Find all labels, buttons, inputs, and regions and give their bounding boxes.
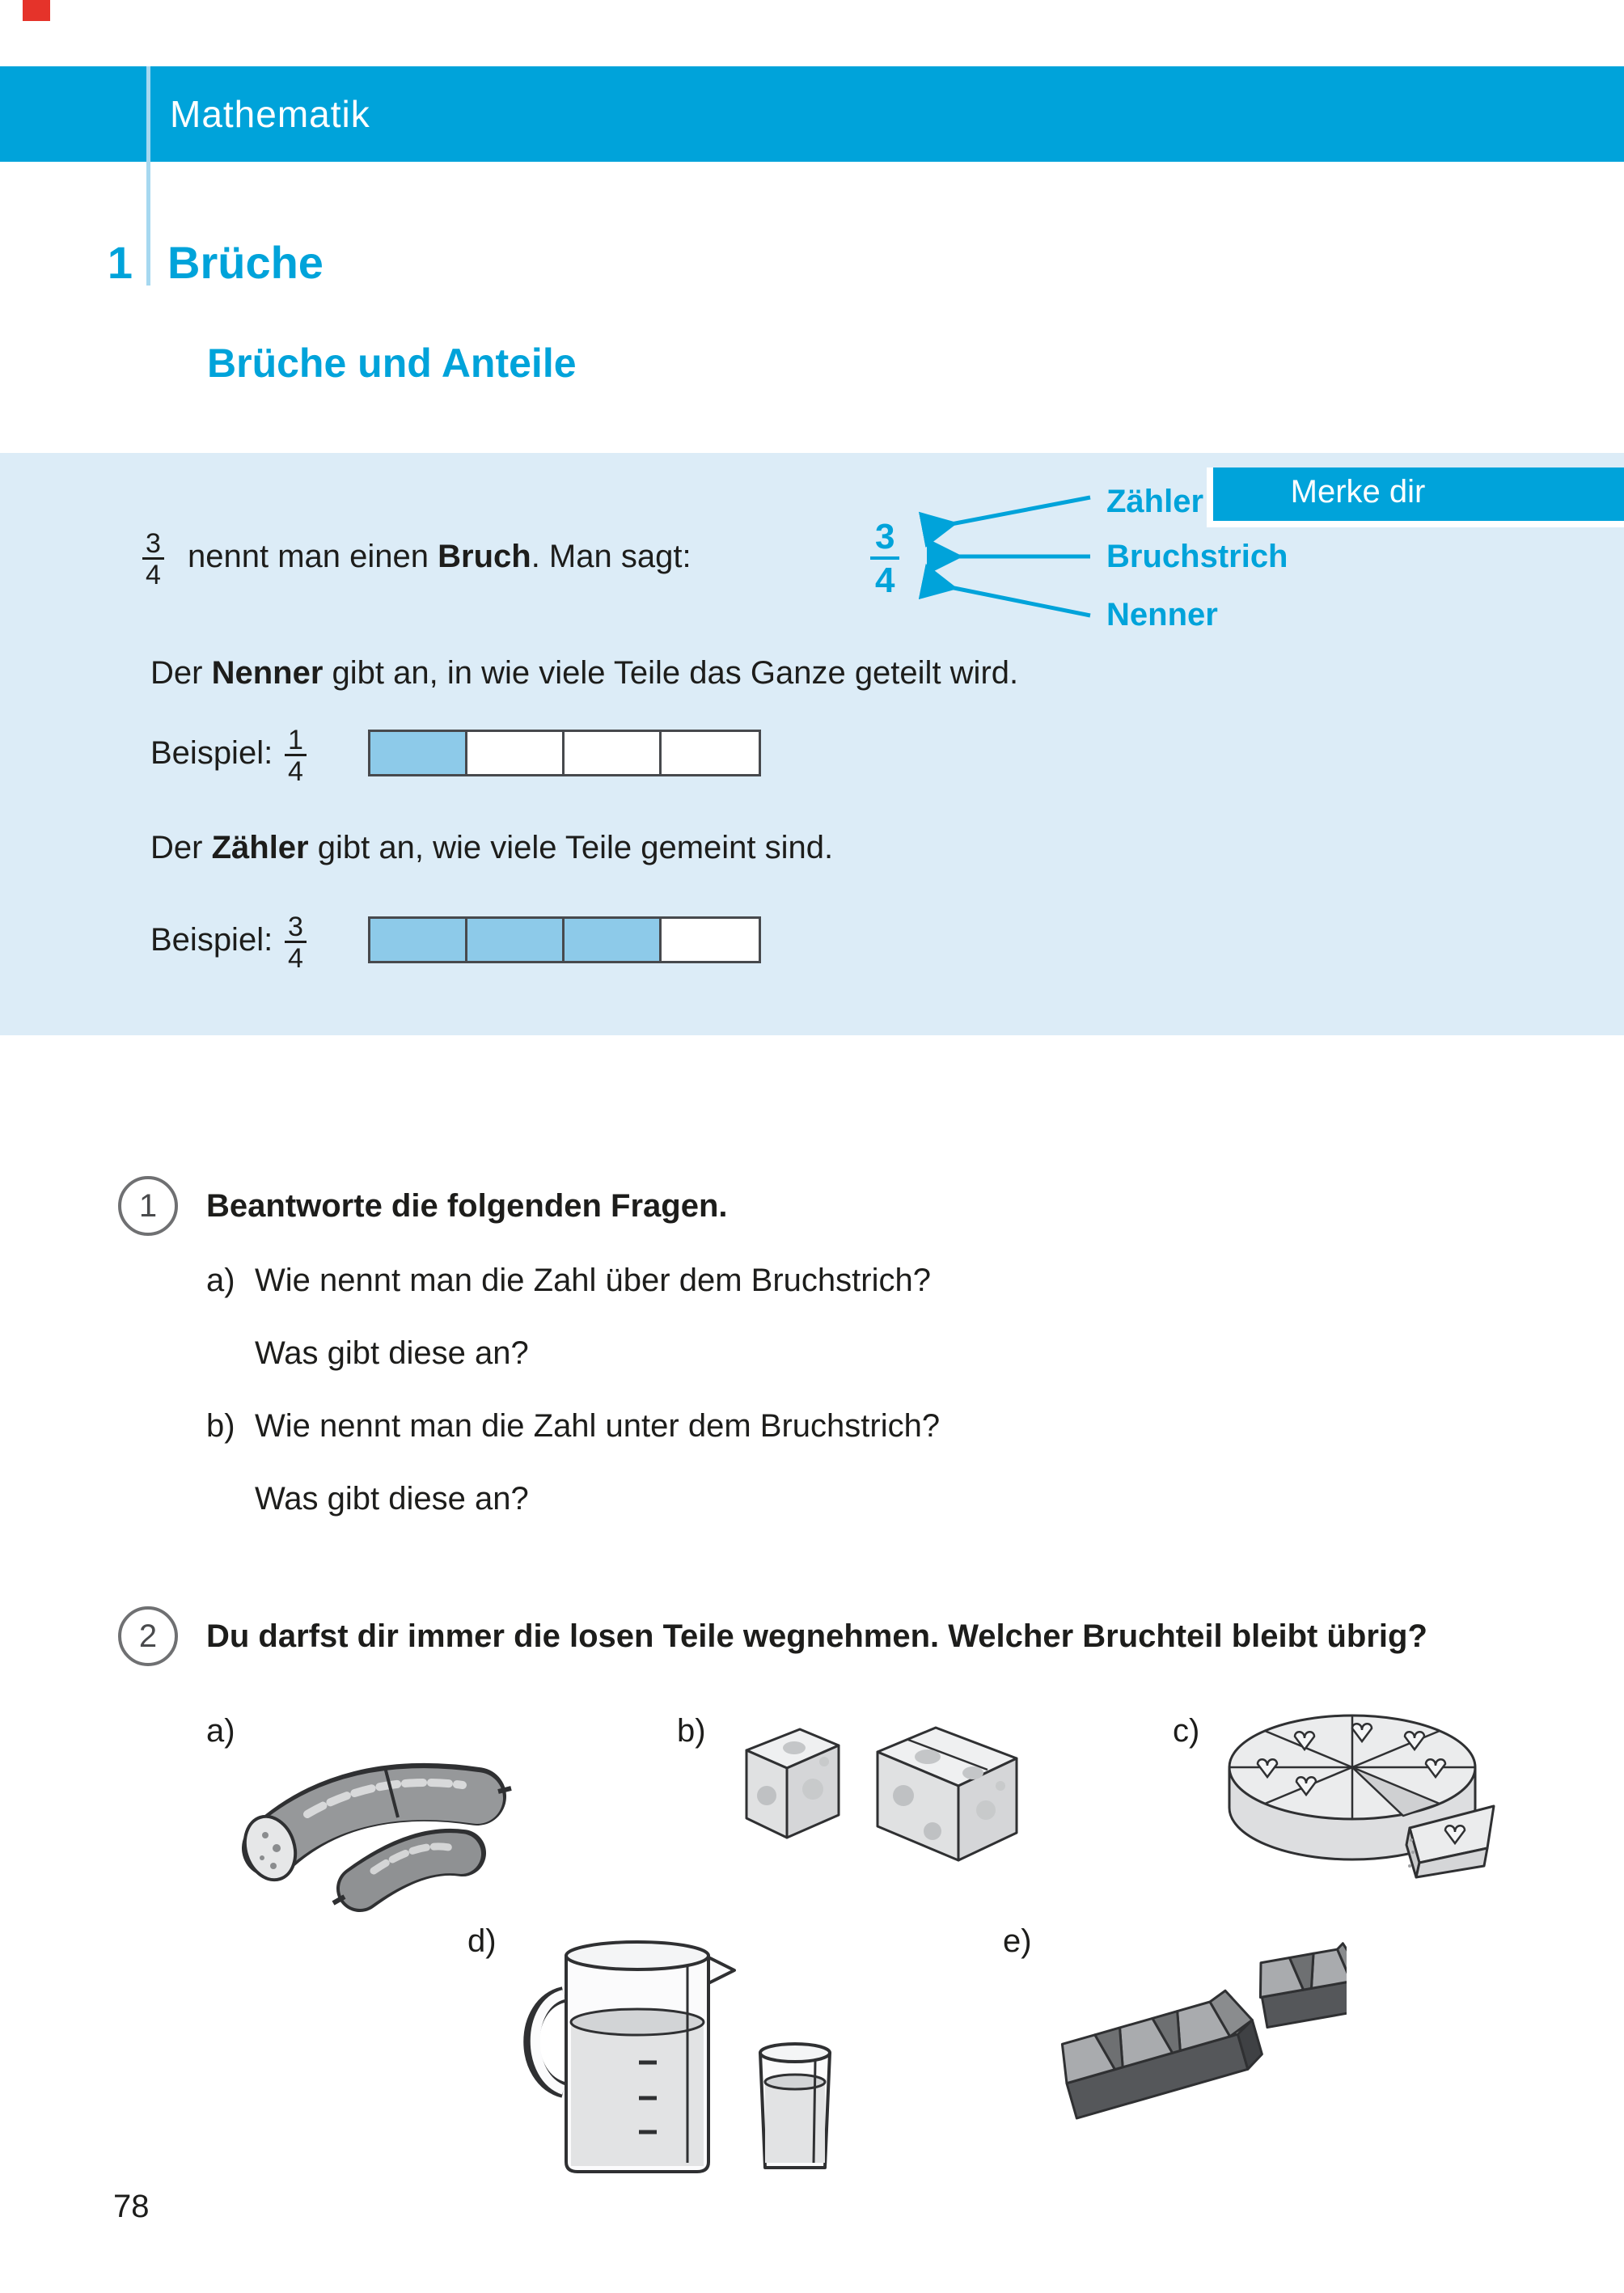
nenner-explanation xyxy=(150,655,1018,691)
annotated-fraction-numerator: 3 xyxy=(870,519,899,560)
bar-cell xyxy=(370,732,467,774)
beispiel2-bar xyxy=(368,916,761,963)
exercise1-a-question2: Was gibt diese an? xyxy=(255,1335,529,1371)
zaehler-prefix: Der xyxy=(150,830,212,865)
fraction-arrows xyxy=(906,473,1100,627)
exercise1-title: Beantworte die folgenden Fragen. xyxy=(206,1188,728,1224)
bar-cell xyxy=(662,732,759,774)
chocolate-bar-icon xyxy=(1035,1919,1347,2133)
nenner-label: Nenner xyxy=(1106,597,1218,632)
beispiel1-numerator: 1 xyxy=(285,726,307,756)
measuring-jug-icon xyxy=(518,1923,853,2194)
page-number: 78 xyxy=(113,2189,150,2224)
nenner-rest: gibt an, in wie viele Teile das Ganze geteilt wird. xyxy=(323,655,1019,691)
chapter-title: Brüche xyxy=(167,237,324,288)
chapter-number: 1 xyxy=(107,237,133,288)
intro-text-bold: Bruch xyxy=(438,539,531,574)
beispiel1-fraction xyxy=(285,726,307,785)
item-e-label: e) xyxy=(1003,1923,1032,1959)
subject-title: Mathematik xyxy=(170,93,370,135)
bar-cell xyxy=(565,732,662,774)
item-a-label: a) xyxy=(206,1713,235,1749)
exercise1-b-label: b) xyxy=(206,1408,235,1444)
exercise1-a-question: Wie nennt man die Zahl über dem Bruchstrich? xyxy=(255,1263,931,1298)
intro-sentence xyxy=(188,539,691,574)
bar-cell xyxy=(467,919,565,961)
beispiel1-denominator: 4 xyxy=(288,756,303,787)
bar-cell xyxy=(565,919,662,961)
beispiel2-numerator: 3 xyxy=(285,913,307,943)
merke-tab: Merke dir xyxy=(1207,467,1624,527)
sausage-icon xyxy=(226,1735,538,1917)
zaehler-bold: Zähler xyxy=(211,830,309,865)
intro-fraction xyxy=(142,530,164,589)
header-divider-line xyxy=(146,66,150,286)
beispiel2-fraction xyxy=(285,913,307,972)
exercise1-a-label: a) xyxy=(206,1263,235,1298)
bar-cell xyxy=(467,732,565,774)
annotated-fraction-denominator: 4 xyxy=(875,561,895,600)
beispiel1-bar xyxy=(368,730,761,776)
bar-cell xyxy=(370,919,467,961)
intro-text-suffix: . Man sagt: xyxy=(531,539,691,574)
nenner-bold: Nenner xyxy=(211,655,324,691)
item-b-label: b) xyxy=(677,1713,706,1749)
bruchstrich-label: Bruchstrich xyxy=(1106,539,1288,574)
bar-cell xyxy=(662,919,759,961)
zaehler-label: Zähler xyxy=(1106,484,1204,519)
page-edge-color-mark xyxy=(23,0,50,21)
intro-fraction-numerator: 3 xyxy=(142,530,164,560)
beispiel2-label: Beispiel: xyxy=(150,922,273,958)
nenner-prefix: Der xyxy=(150,655,212,691)
intro-fraction-denominator: 4 xyxy=(146,560,161,590)
zaehler-explanation xyxy=(150,830,833,865)
cake-icon xyxy=(1209,1686,1508,1897)
exercise1-b-question2: Was gibt diese an? xyxy=(255,1481,529,1517)
beispiel2-denominator: 4 xyxy=(288,943,303,974)
beispiel1-label: Beispiel: xyxy=(150,735,273,771)
item-d-label: d) xyxy=(467,1923,497,1959)
exercise1-b-question: Wie nennt man die Zahl unter dem Bruchstrich? xyxy=(255,1408,941,1444)
intro-text-prefix: nennt man einen xyxy=(188,539,438,574)
annotated-fraction xyxy=(870,519,899,599)
cheese-icon xyxy=(716,1699,1035,1897)
exercise2-title: Du darfst dir immer die losen Teile wegnehmen. Welcher Bruchteil bleibt übrig? xyxy=(206,1618,1427,1654)
zaehler-rest: gibt an, wie viele Teile gemeint sind. xyxy=(308,830,834,865)
item-c-label: c) xyxy=(1173,1713,1200,1749)
exercise1-number-badge: 1 xyxy=(118,1176,178,1236)
exercise2-number-badge: 2 xyxy=(118,1606,178,1666)
section-title: Brüche und Anteile xyxy=(207,341,577,386)
